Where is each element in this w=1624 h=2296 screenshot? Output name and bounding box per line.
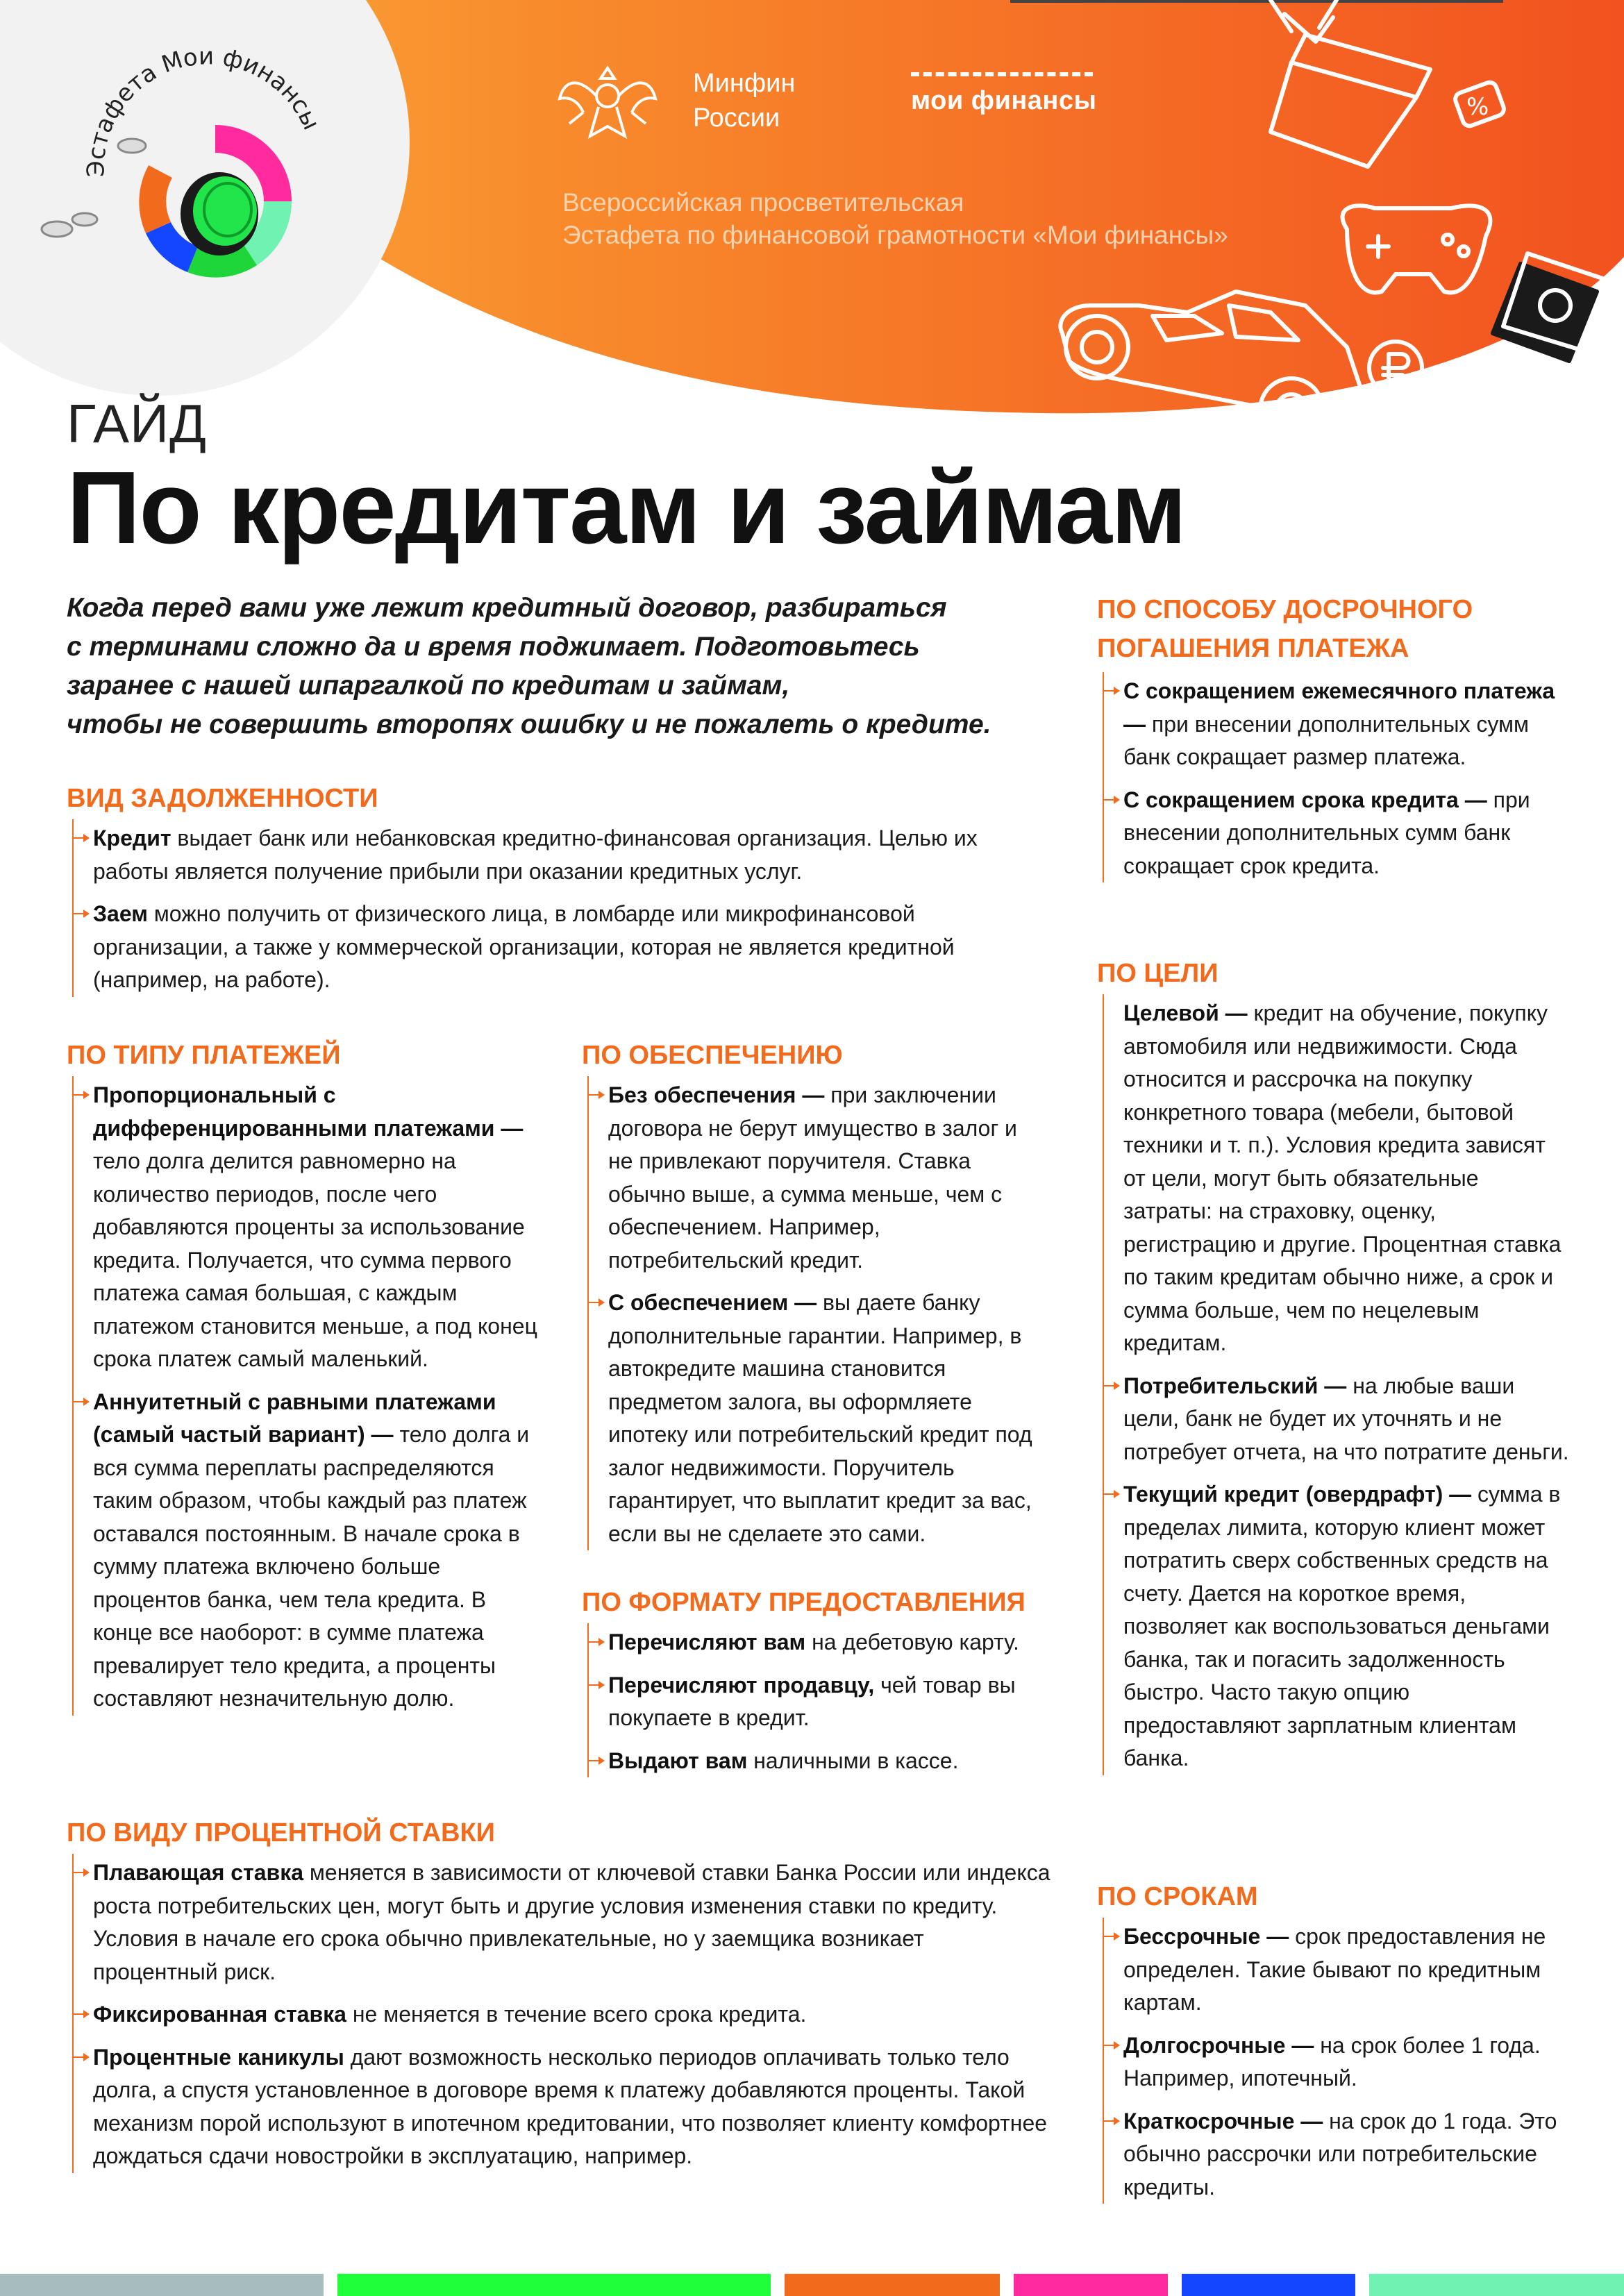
section-title: ПО ОБЕСПЕЧЕНИЮ — [582, 1041, 843, 1070]
item-term: Текущий кредит (овердрафт) — — [1123, 1482, 1472, 1507]
header-subtitle-line1: Всероссийская просветительская — [562, 188, 964, 217]
item-text: сумма в пределах лимита, которую клиент может потратить сверх собственных средств на счету. Дается на короткое время, позволяет как воспользоваться деньгами банка, так и погасить задолженность быстро. Часто такую опцию предоставляют зарплатным клиентам банка. — [1123, 1482, 1561, 1770]
section-debt-type — [67, 779, 1053, 1007]
list-item — [93, 1386, 539, 1716]
footer-strip-segment — [1369, 2274, 1624, 2296]
item-term: Перечисляют вам — [608, 1629, 806, 1654]
item-text: наличными в кассе. — [747, 1748, 959, 1773]
footer-strip-segment — [0, 2274, 324, 2296]
list-item — [1123, 1478, 1569, 1775]
list-item — [93, 2041, 1053, 2173]
ministry-name-line2: России — [693, 103, 780, 133]
item-text: на любые ваши цели, банк не будет их уточнять и не потребует отчета, на что потратите деньги. — [1123, 1373, 1569, 1464]
item-text: на срок более 1 года. Например, ипотечный. — [1123, 2032, 1541, 2090]
list-item — [93, 1857, 1053, 1988]
list-item — [608, 1626, 1054, 1659]
item-text: тело долга делится равномерно на количество периодов, после чего добавляются проценты за использование кредита. Получается, что сумма первого платежа самая большая, с каждым платежом становится меньше, а под конец срока платеж самый маленький. — [93, 1148, 537, 1371]
item-term: Заем — [93, 901, 148, 926]
footer-strip-segment — [785, 2274, 1000, 2296]
page-title: По кредитам и займам — [67, 451, 1186, 565]
list-item — [93, 1998, 1053, 2031]
eagle-emblem-icon — [555, 54, 660, 151]
section-early-repayment — [1097, 590, 1569, 892]
list-item — [1123, 997, 1569, 1360]
section-collateral — [582, 1036, 1040, 1560]
section-term — [1097, 1877, 1569, 2213]
list-item — [93, 898, 1053, 997]
banknote-icon — [1493, 253, 1611, 361]
intro-line: чтобы не совершить второпях ошибку и не пожалеть о кредите. — [67, 710, 991, 739]
section-title: ПО СРОКАМ — [1097, 1882, 1258, 1911]
section-title: ПО ВИДУ ПРОЦЕНТНОЙ СТАВКИ — [67, 1818, 495, 1847]
list-item — [608, 1745, 1054, 1778]
car-icon — [1060, 292, 1362, 441]
key-icon — [1382, 390, 1604, 562]
footer-strip-segment — [1014, 2274, 1168, 2296]
item-term: Пропорциональный с дифференцированными платежами — — [93, 1082, 524, 1141]
item-text: на срок до 1 года. Это обычно рассрочки или потребительские кредиты. — [1123, 2108, 1557, 2199]
item-text: выдает банк или небанковская кредитно-финансовая организация. Целью их работы является получение прибыли при оказании кредитных услуг. — [93, 826, 978, 884]
svg-text:%: % — [1466, 93, 1489, 121]
moi-finansy-logo-text: мои финансы — [911, 86, 1097, 115]
item-text: вы даете банку дополнительные гарантии. Например, в автокредите машина становится предметом залога, вы оформляете ипотеку или потребительский кредит под залог недвижимости. Поручитель гарантирует, что выплатит кредит за вас, если вы не сделаете это сами. — [608, 1290, 1032, 1546]
list-item — [608, 1287, 1040, 1550]
list-item — [93, 1079, 539, 1376]
item-text: тело долга и вся сумма переплаты распределяются таким образом, чтобы каждый раз платеж оставался постоянным. В начале срока в сумму платежа включено больше процентов банка, чем тела кредита. В конце все наоборот: в сумме платежа превалирует тело кредита, а проценты составляют незначительную долю. — [93, 1422, 530, 1711]
section-title: ПО ФОРМАТУ ПРЕДОСТАВЛЕНИЯ — [582, 1588, 1026, 1617]
item-term: Потребительский — — [1123, 1373, 1347, 1398]
item-term: Краткосрочные — — [1123, 2108, 1323, 2134]
list-item — [1123, 2105, 1569, 2204]
section-purpose — [1097, 954, 1569, 1785]
section-title: ВИД ЗАДОЛЖЕННОСТИ — [67, 784, 378, 813]
item-text: на дебетовую карту. — [805, 1629, 1019, 1654]
section-title: ПО ТИПУ ПЛАТЕЖЕЙ — [67, 1041, 341, 1070]
item-term: Фиксированная ставка — [93, 2002, 346, 2027]
ruble-coin-icon — [1369, 342, 1422, 394]
item-term: Выдают вам — [608, 1748, 748, 1773]
item-text: при внесении дополнительных сумм банк сокращает срок кредита. — [1123, 787, 1530, 878]
item-term: Кредит — [93, 826, 171, 850]
list-item — [608, 1079, 1040, 1277]
item-term: Плавающая ставка — [93, 1860, 303, 1885]
footer-strip-segment — [337, 2274, 771, 2296]
relay-logo-text: Эстафета Мои финансы — [82, 42, 326, 178]
ministry-name-line1: Минфин — [693, 69, 796, 98]
list-item — [1123, 2029, 1569, 2095]
footer-strip-segment — [1182, 2274, 1355, 2296]
item-text: меняется в зависимости от ключевой ставки Банка России или индекса роста потребительских цен, могут быть и другие условия изменения ставки по кредиту. Условия в начале его срока обычно привлекательные, но у заемщика возникает процентный риск. — [93, 1860, 1050, 1984]
item-term: Аннуитетный с равными платежами (самый частый вариант) — — [93, 1389, 496, 1447]
intro-line: с терминами сложно да и время поджимает. Подготовьтесь — [67, 632, 920, 662]
section-title — [1097, 590, 1569, 668]
coupon-icon — [1271, 35, 1430, 167]
item-text: при заключении договора не берут имущество в залог и не привлекают поручителя. Ставка обычно выше, а сумма меньше, чем с обеспечением. Например, потребительский кредит. — [608, 1082, 1017, 1273]
item-term: С сокращением ежемесячного платежа — — [1123, 678, 1555, 737]
section-interest-rate — [67, 1813, 1053, 2183]
intro-paragraph — [67, 589, 1080, 744]
list-item — [1123, 1370, 1569, 1469]
intro-line: заранее с нашей шпаргалкой по кредитам и займам, — [67, 671, 790, 701]
item-term: Процентные каникулы — [93, 2044, 344, 2070]
list-item — [1123, 1920, 1569, 2020]
item-term: С сокращением срока кредита — — [1123, 787, 1487, 812]
header-subtitle-line2: Эстафета по финансовой грамотности «Мои финансы» — [562, 221, 1228, 249]
item-term: Долгосрочные — — [1123, 2032, 1314, 2058]
gamepad-icon — [1343, 206, 1491, 292]
list-item — [608, 1669, 1054, 1735]
item-term: Перечисляют продавцу, — [608, 1672, 875, 1698]
item-text: кредит на обучение, покупку автомобиля или недвижимости. Сюда относится и рассрочка на покупку конкретного товара (мебели, бытовой техники и т. п.). Условия кредита зависят от цели, могут быть обязательные затраты: на страховку, оценку, регистрацию и другие. Процентная ставка по таким кредитам обычно ниже, а срок и сумма больше, чем по нецелевым кредитам. — [1123, 1000, 1562, 1355]
discount-tag-icon — [1453, 81, 1505, 128]
item-term: С обеспечением — — [608, 1290, 817, 1315]
section-format — [582, 1583, 1054, 1787]
list-item — [1123, 675, 1569, 774]
item-text: срок предоставления не определен. Такие бывают по кредитным картам. — [1123, 1924, 1546, 2015]
section-title: ПО ЦЕЛИ — [1097, 959, 1219, 988]
item-text: при внесении дополнительных сумм банк сокращает размер платежа. — [1123, 711, 1530, 769]
relay-logo — [28, 28, 354, 305]
svg-text:Эстафета Мои финансы — [82, 42, 325, 177]
item-term: Без обеспечения — — [608, 1082, 825, 1107]
item-text: не меняется в течение всего срока кредита. — [346, 2002, 807, 2027]
item-term: Целевой — — [1123, 1000, 1248, 1025]
item-term: Бессрочные — — [1123, 1924, 1289, 1949]
item-text: чей товар вы покупаете в кредит. — [608, 1672, 1016, 1730]
item-text: можно получить от физического лица, в ломбарде или микрофинансовой организации, а также у коммерческой организации, которая не является кредитной (например, на работе). — [93, 901, 955, 992]
guide-kicker: ГАЙД — [67, 393, 207, 454]
intro-line: Когда перед вами уже лежит кредитный договор, разбираться — [67, 593, 947, 623]
section-title-line: ПОГАШЕНИЯ ПЛАТЕЖА — [1097, 634, 1409, 663]
list-item — [93, 822, 1053, 888]
section-title-line: ПО СПОСОБУ ДОСРОЧНОГО — [1097, 595, 1473, 624]
section-payment-type — [67, 1036, 539, 1725]
item-text: дают возможность несколько периодов оплачивать только тело долга, а спустя установленное в договоре время к платежу добавляются проценты. Такой механизм порой используют в ипотечном кредитовании, что позволяет клиенту комфортнее дождаться сдачи новостройки в эксплуатацию, например. — [93, 2044, 1048, 2168]
list-item — [1123, 784, 1569, 883]
